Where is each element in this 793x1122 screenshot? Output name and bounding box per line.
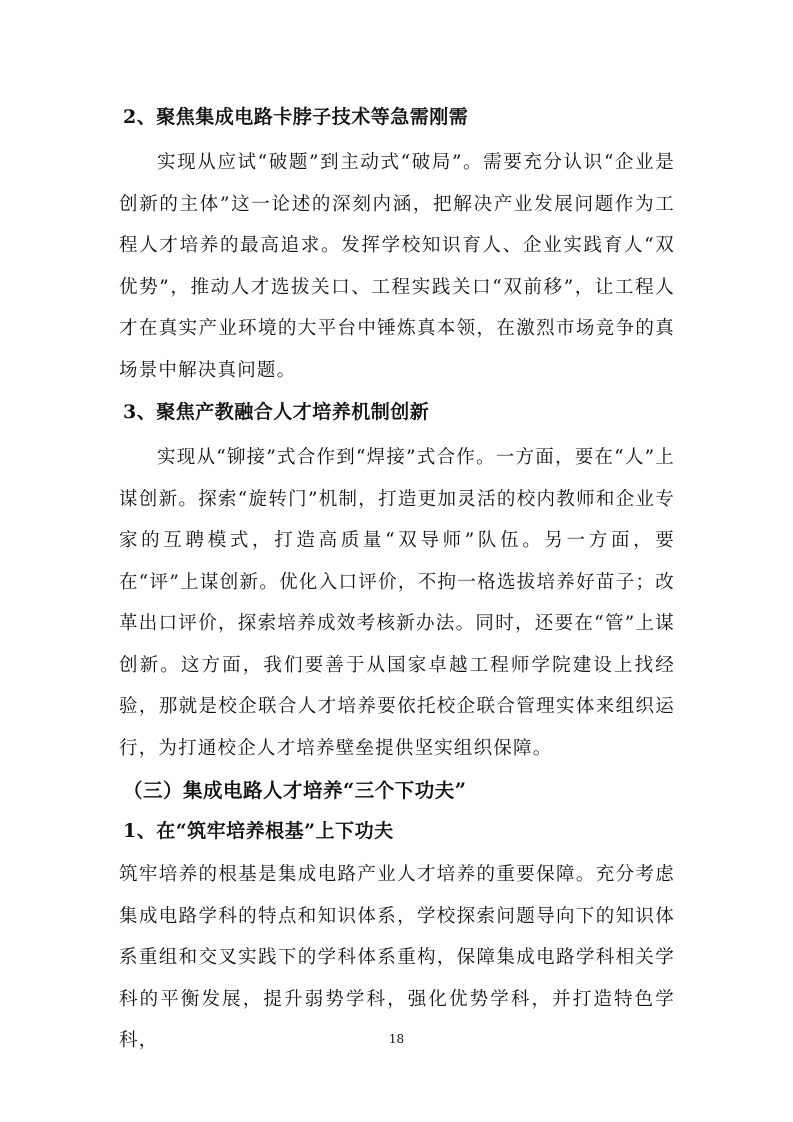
paragraph-key-technologies: 实现从应试“破题”到主动式“破局”。需要充分认识“企业是创新的主体”这一论述的深刻内涵，把解决产业发展问题作为工程人才培养的最高追求。发挥学校知识育人、企业实践育人“双优势”，推动人才选拔关口、工程实践关口“双前移”，让工程人才在真实产业环境的大平台中锤炼真本领，在激烈市场竞争的真场景中解决真问题。 [119,152,675,381]
subsection-heading-three-efforts: （三）集成电路人才培养“三个下功夫” [123,779,467,802]
section-heading-3: 3、聚焦产教融合人才培养机制创新 [123,401,430,423]
section-heading-1-foundation: 1、在“筑牢培养根基”上下功夫 [123,820,394,842]
page-number: 18 [388,1032,405,1046]
paragraph-industry-education: 实现从“铆接”式合作到“焊接”式合作。一方面，要在“人”上谋创新。探索“旋转门”机制，打造更加灵活的校内教师和企业专家的互聘模式，打造高质量“双导师”队伍。另一方面，要在“评”上谋创新。优化入口评价，不拘一格选拔培养好苗子；改革出口评价，探索培养成效考核新办法。同时，还要在“管”上谋创新。这方面，我们要善于从国家卓越工程师学院建设上找经验，那就是校企联合人才培养要依托校企联合管理实体来组织运行，为打通校企人才培养壁垒提供坚实组织保障。 [119,447,675,759]
section-heading-2: 2、聚焦集成电路卡脖子技术等急需刚需 [123,106,469,128]
paragraph-foundation: 筑牢培养的根基是集成电路产业人才培养的重要保障。充分考虑集成电路学科的特点和知识体系，学校探索问题导向下的知识体系重组和交叉实践下的学科体系重构，保障集成电路学科相关学科的平衡发展，提升弱势学科，强化优势学科，并打造特色学科， [119,864,675,1051]
page-content [119,98,675,1062]
